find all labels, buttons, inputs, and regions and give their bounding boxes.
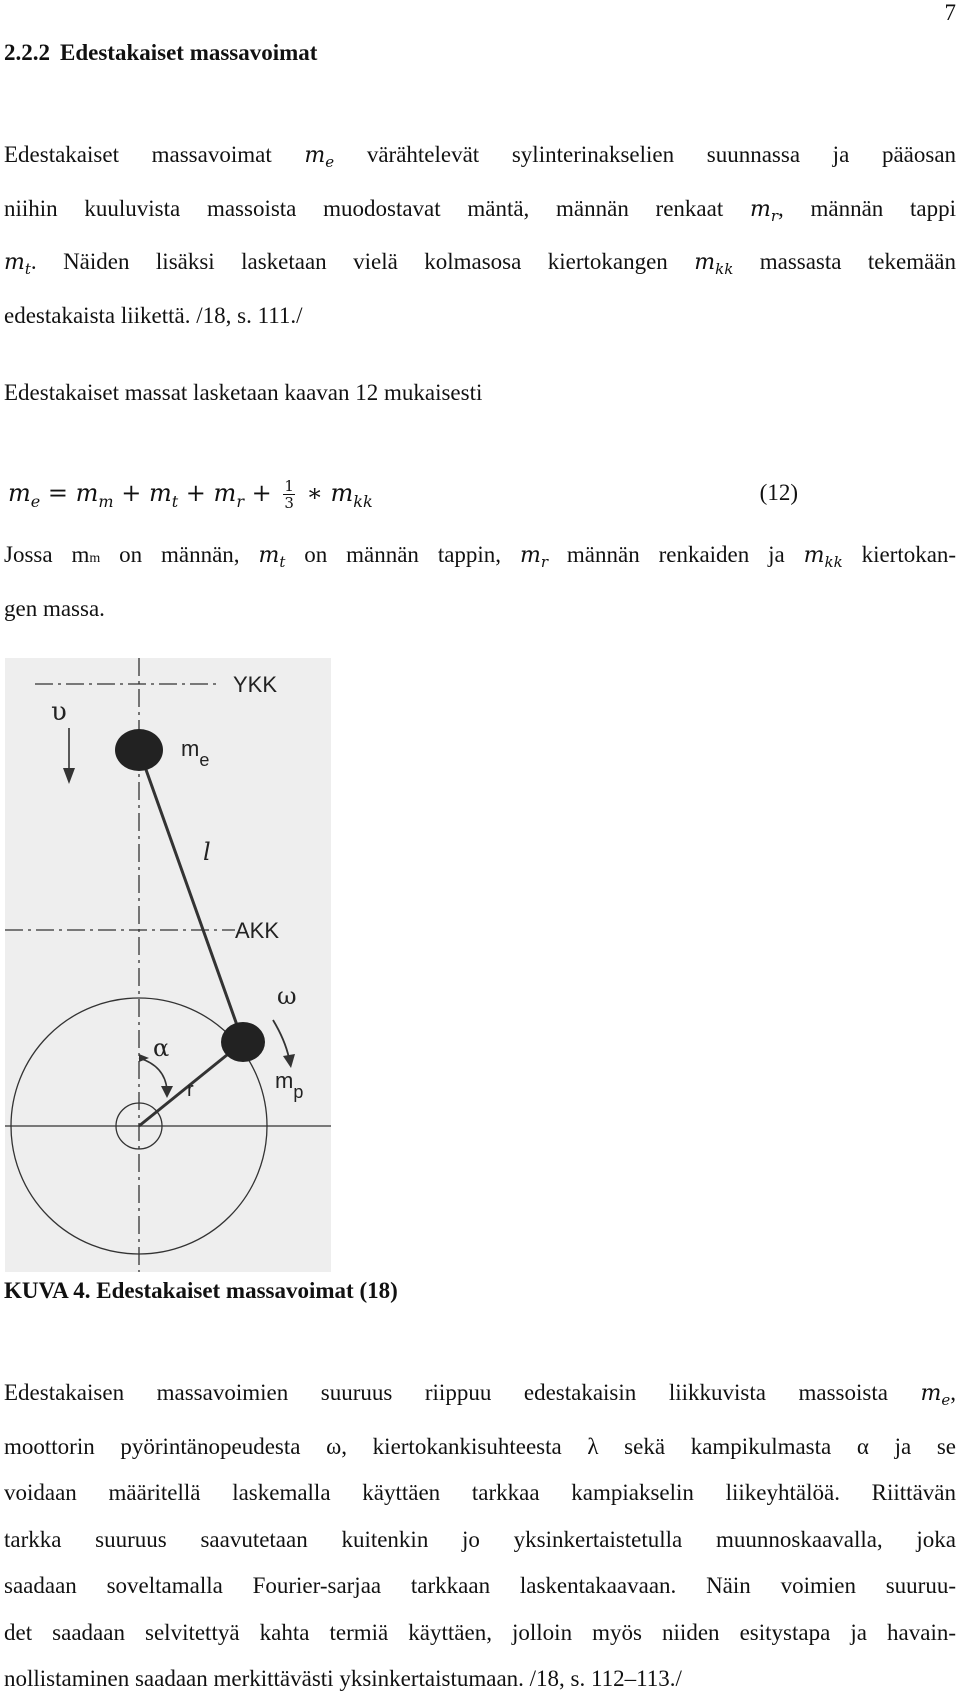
figure-background bbox=[5, 658, 331, 1272]
body-line-2: moottorin pyörintänopeudesta ω, kiertokankisuhteesta λ sekä kampikulmasta α ja se bbox=[4, 1433, 956, 1459]
crank-mechanism-figure bbox=[5, 658, 331, 1272]
label-velocity: υ bbox=[51, 697, 67, 727]
body-line-1: Edestakaisen massavoimien suuruus riippuu edestakaisin liikkuvista massoista $m_e$, bbox=[4, 1380, 957, 1409]
intro-paragraph bbox=[4, 132, 956, 339]
math-symbol-mr: $m_r$ bbox=[749, 196, 779, 225]
label-omega: ω bbox=[277, 982, 297, 1010]
formula-intro-text: Edestakaiset massat lasketaan kaavan 12 mukaisesti bbox=[4, 380, 483, 405]
body-paragraph bbox=[4, 1370, 956, 1703]
math-symbol-me: $m_e$ bbox=[304, 143, 335, 171]
intro-text: värähtelevät sylinterinakselien suunnassa ja pääosan bbox=[366, 142, 957, 167]
label-akk: AKK bbox=[235, 918, 280, 943]
intro-text: . Näiden lisäksi lasketaan vielä kolmasosa kiertokangen bbox=[30, 249, 668, 274]
intro-line-4: edestakaista liikettä. /18, s. 111./ bbox=[4, 302, 303, 328]
label-ykk: YKK bbox=[233, 672, 278, 697]
piston-mass-dot bbox=[115, 729, 163, 771]
figure-caption: KUVA 4. Edestakaiset massavoimat (18) bbox=[4, 1278, 398, 1303]
equation-12 bbox=[8, 478, 952, 518]
equation-number: (12) bbox=[759, 480, 798, 505]
intro-text: massasta tekemään bbox=[759, 249, 957, 274]
label-alpha: α bbox=[153, 1034, 170, 1062]
intro-text: Edestakaiset massavoimat bbox=[4, 142, 272, 167]
explanation-line-2: gen massa. bbox=[4, 595, 105, 621]
math-symbol-mt: $m_t$ bbox=[4, 250, 31, 278]
equation-body: $m_e = m_m + m_t + m_r$ + $\frac{1}{3}$ ∗ $m_{kk}$ bbox=[8, 477, 373, 512]
intro-line-1 bbox=[4, 132, 956, 186]
intro-line-3 bbox=[4, 239, 956, 293]
label-me: $m_e$ bbox=[181, 736, 210, 770]
crankpin-mass-dot bbox=[221, 1022, 265, 1062]
label-rod-length: l bbox=[203, 838, 211, 866]
body-line-6: det saadaan selvitettyä kahta termiä käyttäen, jolloin myös niiden esitystapa ja havain- bbox=[4, 1619, 956, 1645]
equation-explanation bbox=[4, 532, 956, 632]
body-line-5: saadaan soveltamalla Fourier-sarjaa tarkkaan laskentakaavaan. Näin voimien suuruu- bbox=[4, 1573, 956, 1598]
label-crank-radius: r bbox=[187, 1079, 194, 1101]
body-line-7: nollistaminen saadaan merkittävästi yksinkertaistumaan. /18, s. 112–113./ bbox=[4, 1666, 682, 1691]
intro-text: , männän tappi bbox=[778, 195, 957, 221]
fraction-one-third: $\frac{1}{3}$ bbox=[284, 477, 294, 512]
body-line-3: voidaan määritellä laskemalla käyttäen tarkkaa kampiakselin liikeyhtälöä. Riittävän bbox=[4, 1480, 956, 1505]
section-heading bbox=[4, 40, 317, 66]
section-number: 2.2.2 bbox=[4, 40, 50, 65]
page-number: 7 bbox=[944, 0, 956, 25]
explanation-line-1: Jossa mm on männän, $m_t$ on männän tappin, $m_r$ männän renkaiden ja $m_{kk}$ kiertokan- bbox=[4, 542, 957, 571]
formula-intro bbox=[4, 370, 956, 417]
math-symbol-mkk: $m_{kk}$ bbox=[694, 250, 734, 278]
intro-line-2 bbox=[4, 186, 956, 240]
body-line-4: tarkka suuruus saavutetaan kuitenkin jo yksinkertaistetulla muunnoskaavalla, joka bbox=[4, 1526, 956, 1552]
section-title: Edestakaiset massavoimat bbox=[60, 40, 318, 65]
intro-text: niihin kuuluvista massoista muodostavat mäntä, männän renkaat bbox=[4, 195, 724, 221]
crank-diagram bbox=[5, 658, 331, 1272]
label-mp: $m_p$ bbox=[275, 1068, 304, 1102]
